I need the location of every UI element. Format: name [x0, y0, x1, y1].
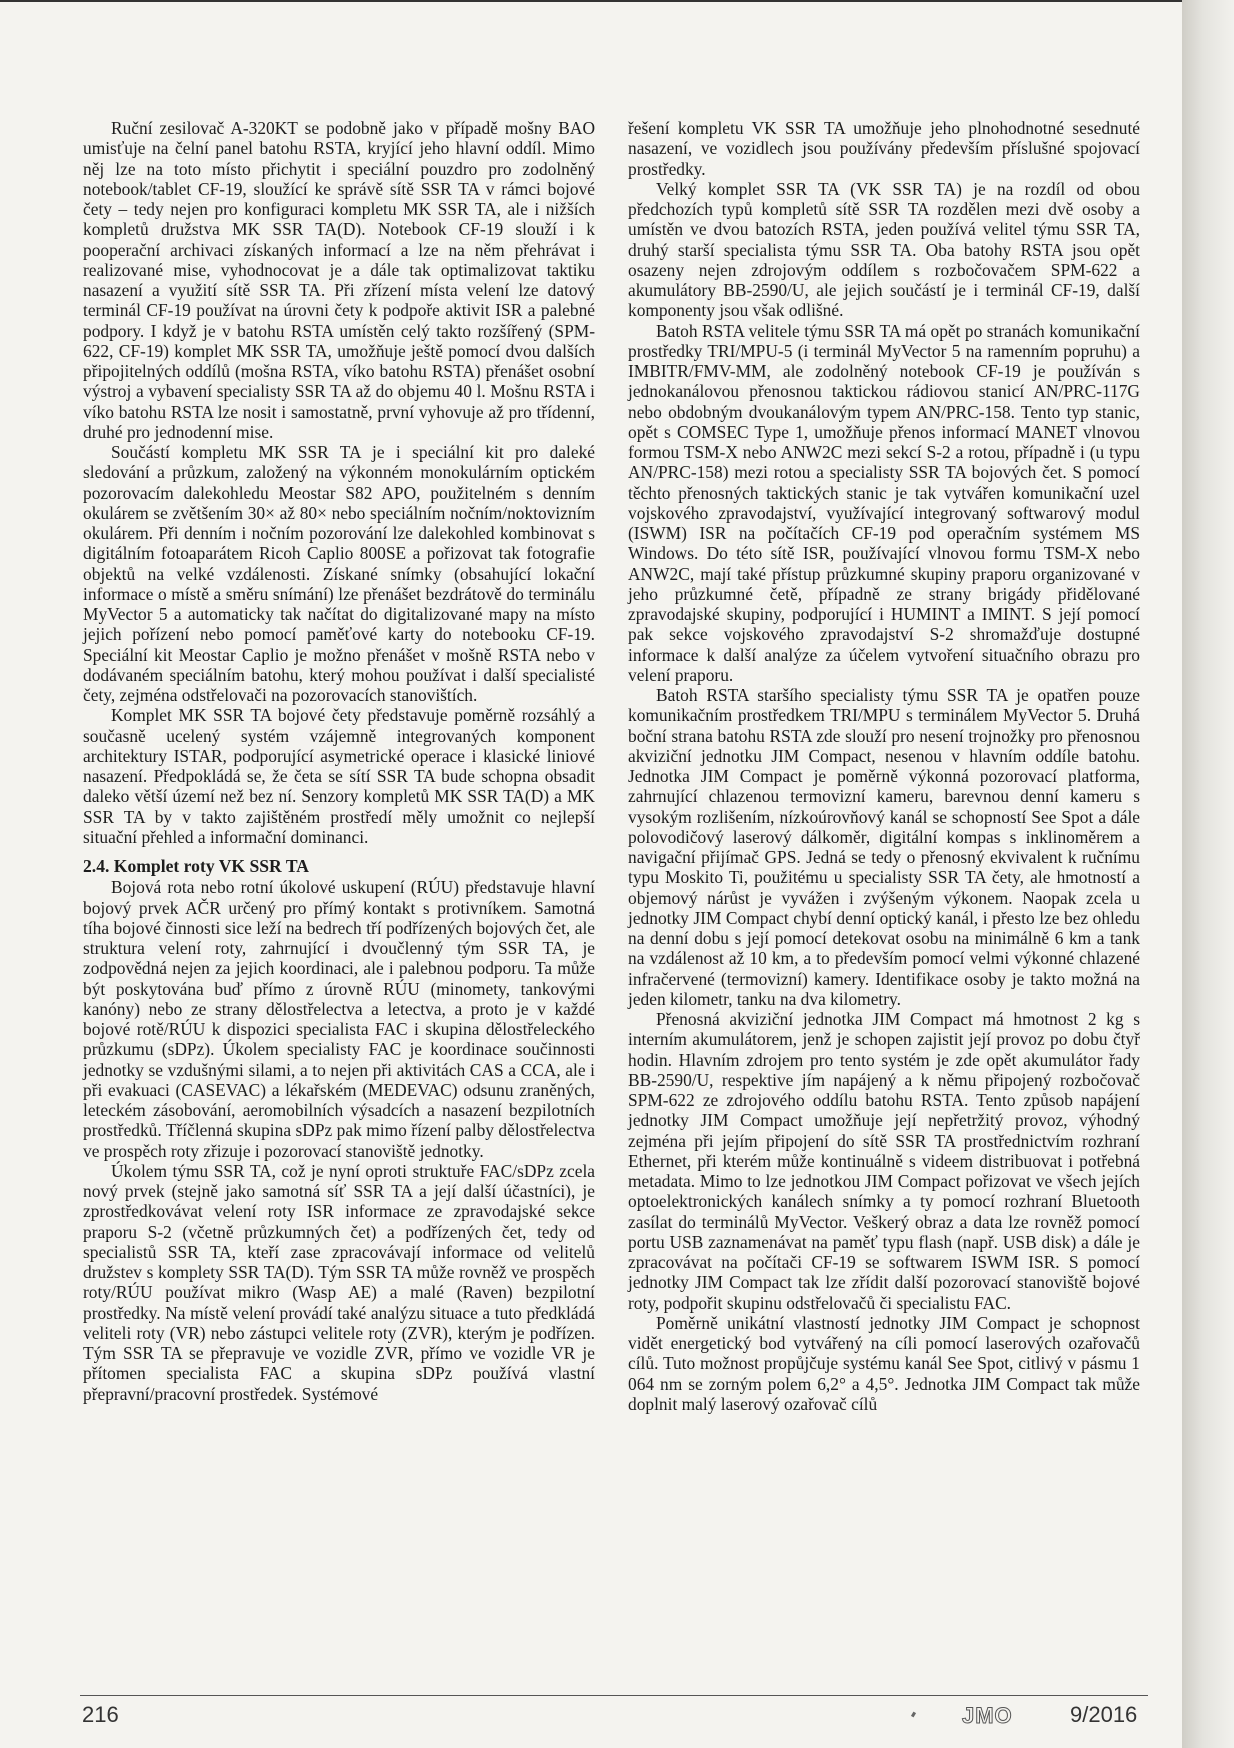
- paragraph: Komplet MK SSR TA bojové čety představuje poměrně rozsáhlý a současně ucelený systém vzájemně integrovaných komponent architektury ISTAR, podporující asymetrické operace i klasické liniové nasazení. Předpokládá se, že četa se sítí SSR TA bude schopna obsadit daleko větší území než bez ní. Senzory kompletů MK SSR TA(D) a MK SSR TA by v takto zajištěném prostředí měly umožnit co nejlepší situační přehled a informační dominanci.: [83, 705, 595, 847]
- paragraph: Součástí kompletu MK SSR TA je i speciální kit pro daleké sledování a průzkum, založený na výkonném monokulárním optickém pozorovacím dalekohledu Meostar S82 APO, použitelném s denním okulárem se zvětšením 30× až 80× nebo speciálním nočním/noktovizním okulárem. Při denním i nočním pozorování lze dalekohled kombinovat s digitálním fotoaparátem Ricoh Caplio 800SE a pořizovat tak fotografie objektů na velké vzdálenosti. Získané snímky (obsahující lokační informace o místě a směru snímání) lze přenášet bezdrátově do terminálu MyVector 5 a automaticky tak načítat do digitalizované mapy na místo jejich pořízení nebo pomocí paměťové karty do notebooku CF-19. Speciální kit Meostar Caplio je možno přenášet v mošně RSTA nebo v dodávaném speciálním batohu, který mohou používat i další specialisté čety, zejména odstřelovači na pozorovacích stanovištích.: [83, 442, 595, 705]
- journal-logo: JMO: [962, 1703, 1013, 1728]
- left-column: [83, 118, 595, 1404]
- right-column: [628, 118, 1140, 1414]
- issue-number: 9/2016: [1070, 1702, 1138, 1727]
- page-edge-shadow: [1182, 0, 1234, 1748]
- paragraph: Přenosná akviziční jednotka JIM Compact má hmotnost 2 kg s interním akumulátorem, jenž je schopen zajistit její provoz po dobu čtyř hodin. Hlavním zdrojem pro tento systém je zde opět akumulátor řady BB-2590/U, respektive jím napájený a k němu připojený rozbočovač SPM-622 ze zdrojového oddílu batohu RSTA. Tento způsob napájení jednotky JIM Compact umožňuje její nepřetržitý provoz, výhodný zejména při jejím připojení do sítě SSR TA prostřednictvím rozhraní Ethernet, při kterém může kontinuálně s videem distribuovat i potřebná metadata. Mimo to lze jednotkou JIM Compact pořizovat ve všech jejích optoelektronických kanálech snímky a ty pomocí rozhraní Bluetooth zasílat do terminálů MyVector. Veškerý obraz a data lze rovněž pomocí portu USB zaznamenávat na paměť typu flash (např. USB disk) a dále je zpracovávat na počítači CF-19 se softwarem ISWM ISR. S pomocí jednotky JIM Compact tak lze zřídit další pozorovací stanoviště bojové roty, podpořit skupinu odstřelovačů či specialistu FAC.: [628, 1009, 1140, 1313]
- section-heading: 2.4. Komplet roty VK SSR TA: [83, 856, 309, 876]
- top-rule: [0, 0, 1182, 2]
- paragraph: Batoh RSTA staršího specialisty týmu SSR TA je opatřen pouze komunikačním prostředkem TRI/MPU s terminálem MyVector 5. Druhá boční strana batohu RSTA zde slouží pro nesení trojnožky pro přenosnou akviziční jednotku JIM Compact, nesenou v hlavním oddíle batohu. Jednotka JIM Compact je poměrně výkonná pozorovací platforma, zahrnující chlazenou termovizní kameru, barevnou denní kameru s vysokým rozlišením, nízkoúrovňový kanál se schopností See Spot a dále polovodičový laserový dálkoměr, digitální kompas s inklinoměrem a navigační přijímač GPS. Jedná se tedy o přenosný ekvivalent k ručnímu typu Moskito Ti, použitému u specialisty SSR TA čety, ale hmotností a objemový nárůst je vyvážen i zvýšeným výkonem. Naopak zcela u jednotky JIM Compact chybí denní optický kanál, i přesto lze bez ohledu na denní dobu s její pomocí detekovat osobu na minimálně 6 km a tank na vzdálenost až 10 km, a to především pomocí velmi výkonné chlazené infračervené (termovizní) kamery. Identifikace osoby je takto možná na jeden kilometr, tanku na dva kilometry.: [628, 685, 1140, 1009]
- footer-mark: [911, 1712, 916, 1718]
- paragraph: Bojová rota nebo rotní úkolové uskupení (RÚU) představuje hlavní bojový prvek AČR určený pro přímý kontakt s protivníkem. Samotná tíha bojové činnosti sice leží na bedrech tří podřízených bojových čet, ale struktura velení roty, zahrnující i dvoučlenný tým SSR TA, je zodpovědná nejen za jejich koordinaci, ale i palebnou podporu. Ta může být poskytována buď přímo z úrovně RÚU (minomety, tankovými kanóny) nebo ze strany dělostřelectva a letectva, a proto je v každé bojové rotě/RÚU k dispozici specialista FAC i skupina dělostřeleckého průzkumu (sDPz). Úkolem specialisty FAC je koordinace součinnosti jednotky se vzdušnými silami, a to nejen při aktivitách CAS a CCA, ale i při evakuaci (CASEVAC) a lékařském (MEDEVAC) odsunu zraněných, leteckém zásobování, aeromobilních výsadcích a nasazení bezpilotních prostředků. Tříčlenná skupina sDPz pak mimo řízení palby dělostřelectva ve prospěch roty zřizuje i pozorovací stanoviště jednotky.: [83, 877, 595, 1161]
- page-number: 216: [82, 1702, 119, 1727]
- paragraph: řešení kompletu VK SSR TA umožňuje jeho plnohodnotné sesednuté nasazení, ve vozidlech jsou používány především příslušné spojovací prostředky.: [628, 118, 1140, 179]
- paragraph: Velký komplet SSR TA (VK SSR TA) je na rozdíl od obou předchozích typů kompletů sítě SSR TA rozdělen mezi dvě osoby a umístěn ve dvou batozích RSTA, jeden používá velitel týmu SSR TA, druhý starší specialista týmu SSR TA. Oba batohy RSTA jsou opět osazeny nejen zdrojovým oddílem s rozbočovačem SPM-622 a akumulátory BB-2590/U, ale jejich součástí je i terminál CF-19, další komponenty jsou však odlišné.: [628, 178, 1140, 321]
- paragraph: Batoh RSTA velitele týmu SSR TA má opět po stranách komunikační prostředky TRI/MPU-5 (i terminál MyVector 5 na ramenním popruhu) a IMBITR/FMV-MM, ale zodolněný notebook CF-19 je používán s jednokanálovou přenosnou taktickou rádiovou stanicí AN/PRC-117G nebo obdobným dvoukanálovým typem AN/PRC-158. Tento typ stanic, opět s COMSEC Type 1, umožňuje přenos informací MANET vlnovou formou TSM-X nebo ANW2C mezi sekcí S-2 a rotou, případně i (u typu AN/PRC-158) mezi rotou a specialisty SSR TA bojových čet. S pomocí těchto přenosných taktických stanic je tak vytvářen komunikační uzel vojskového zpravodajství, využívající integrovaný softwarový modul (ISWM) ISR na počítačích CF-19 pod operačním systémem MS Windows. Do této sítě ISR, používající vlnovou formu TSM-X nebo ANW2C, mají také přístup průzkumné skupiny praporu organizované v jeho průzkumné četě, případně ze strany brigády přidělované zpravodajské skupiny, podporující i HUMINT a IMINT. S její pomocí pak sekce vojskového zpravodajství S-2 shromažďuje dostupné informace k další analýze za účelem vytvoření situačního obrazu pro velení praporu.: [628, 320, 1140, 685]
- paragraph: Úkolem týmu SSR TA, což je nyní oproti struktuře FAC/sDPz zcela nový prvek (stejně jako samotná síť SSR TA a její další účastníci), je zprostředkovávat velení roty ISR informace ze zpravodajské sekce praporu S-2 (včetně průzkumných čet) a podřízených čet, tedy od specialistů SSR TA, kteří zase zpracovávají informace od velitelů družstev s komplety SSR TA(D). Tým SSR TA může rovněž ve prospěch roty/RÚU používat mikro (Wasp AE) a malé (Raven) bezpilotní prostředky. Na místě velení provádí také analýzu situace a tuto předkládá veliteli roty (VR) nebo zástupci velitele roty (ZVR), kterým je podřízen. Tým SSR TA se přepravuje ve vozidle ZVR, přímo ve vozidle VR je přítomen specialista FAC a skupina sDPz používá vlastní přepravní/pracovní prostředek. Systémové: [83, 1160, 595, 1404]
- paragraph: Poměrně unikátní vlastností jednotky JIM Compact je schopnost vidět energetický bod vytvářený na cíli pomocí laserových ozařovačů cílů. Tuto možnost propůjčuje systému kanál See Spot, citlivý v pásmu 1 064 nm se zorným polem 6,2° a 4,5°. Jednotka JIM Compact tak může doplnit malý laserový ozařovač cílů: [628, 1312, 1140, 1414]
- paragraph: Ruční zesilovač A-320KT se podobně jako v případě mošny BAO umisťuje na čelní panel batohu RSTA, kryjící jeho hlavní oddíl. Mimo něj lze na toto místo přichytit i speciální pouzdro pro zodolněný notebook/tablet CF-19, sloužící ke správě sítě SSR TA v rámci bojové čety – tedy nejen pro konfiguraci kompletu MK SSR TA, ale i nižších kompletů družstva MK SSR TA(D). Notebook CF-19 slouží i k pooperační archivaci získaných informací a lze na něm přehrávat i realizované mise, vyhodnocovat je a dále tak optimalizovat taktiku nasazení a využití sítě SSR TA. Při zřízení místa velení lze datový terminál CF-19 používat na úrovni čety k podpoře aktivit ISR a palebné podpory. I když je v batohu RSTA umístěn celý takto rozšířený (SPM-622, CF-19) komplet MK SSR TA, umožňuje ještě pomocí dvou dalších připojitelných oddílů (mošna RSTA, víko batohu RSTA) přenášet osobní výstroj a vybavení specialisty SSR TA až do objemu 40 l. Mošnu RSTA i víko batohu RSTA lze nosit i samostatně, první vyhovuje až pro třídenní, druhé pro jednodenní mise.: [83, 118, 595, 442]
- footer-rule: [80, 1695, 1148, 1696]
